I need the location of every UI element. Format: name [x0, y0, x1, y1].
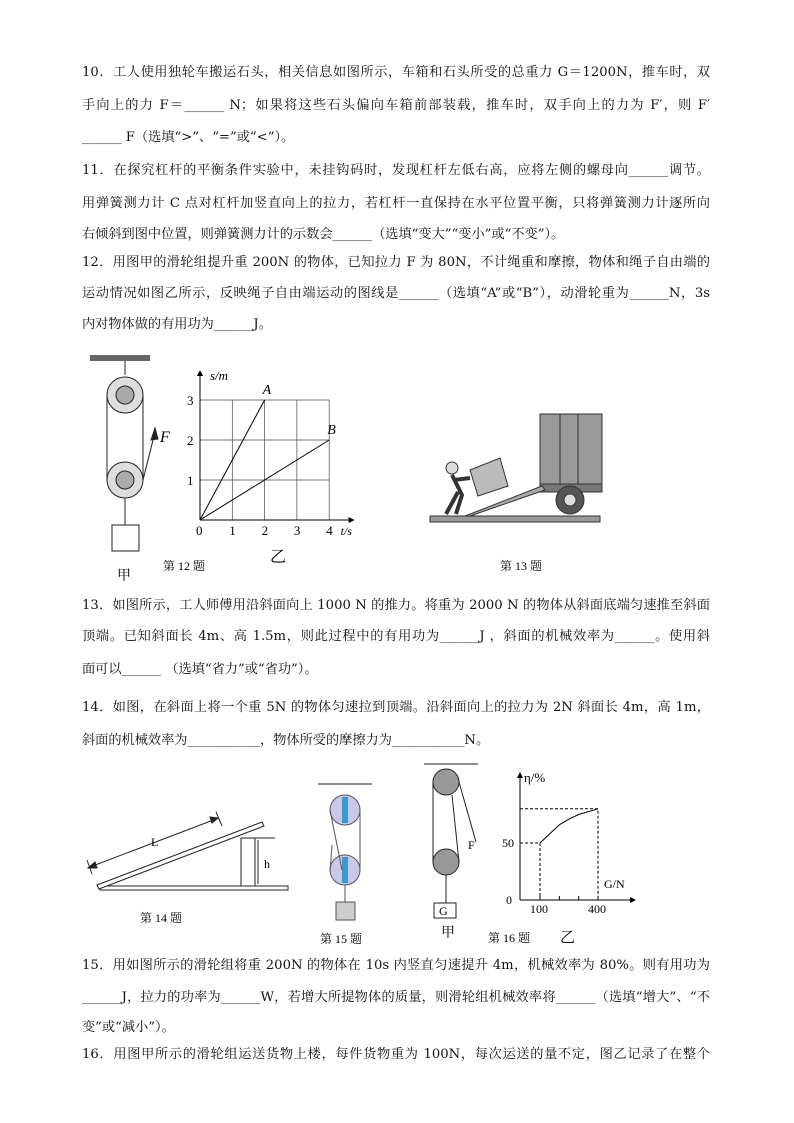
x-axis-label: G/N	[604, 877, 625, 891]
fig16-caption: 第 16 题	[488, 931, 531, 945]
ceiling-hatch	[90, 355, 150, 361]
q11-line-1: 11．在探究杠杆的平衡条件实验中，未挂钩码时，发现杠杆左低右高，应将左侧的螺母向______调节。	[82, 163, 710, 178]
fig16-jia-label: 甲	[441, 926, 455, 941]
fig12-jia-label: 甲	[117, 569, 131, 584]
fig12-yi-label: 乙	[270, 549, 287, 566]
weight-block	[336, 902, 355, 920]
dashed-guide	[520, 843, 540, 900]
q10-line-3: ______ F（选填“>”、“=”或“<”）。	[82, 130, 295, 145]
q16-line-1: 16．用图甲所示的滑轮组运送货物上楼，每件货物重为 100N，每次运送的量不定，图乙记录了在整个	[82, 1047, 710, 1062]
q15-line-1: 15．用如图所示的滑轮组将重 200N 的物体在 10s 内竖直匀速提升 4m，机械效率为 80%。则有用功为	[82, 958, 710, 973]
q10-line-2: 手向上的力 F＝______ N；如果将这些石头偏向车箱前部装载，推车时，双手向上的力为 F′，则 F′	[82, 98, 710, 113]
fig16-yi-label: 乙	[560, 930, 576, 946]
x-tick-label: 0	[196, 523, 203, 538]
x-tick-label: 1	[229, 523, 236, 538]
ground	[430, 516, 600, 522]
y-tick-label: 50	[502, 836, 514, 850]
q13-line-1: 13．如图所示，工人师傅用沿斜面向上 1000 N 的推力。将重为 2000 N 的物体从斜面底端匀速推至斜面	[82, 598, 710, 613]
fig16-efficiency-chart	[502, 770, 636, 916]
x-axis-label: t/s	[340, 524, 352, 538]
worker	[446, 462, 458, 474]
height-label: h	[264, 857, 270, 871]
fig16-weight-label: G	[439, 904, 448, 918]
y-axis-label: s/m	[210, 368, 229, 383]
fig15-pulley-system	[318, 784, 372, 920]
force-label: F	[160, 429, 170, 446]
series-label-B: B	[327, 423, 336, 438]
length-label: L	[151, 835, 159, 849]
y-tick-label: 1	[187, 473, 194, 488]
fig13-caption: 第 13 题	[500, 559, 543, 573]
x-axis-arrow	[630, 897, 636, 903]
dashed-guide	[520, 809, 598, 900]
q12-line-3: 内对物体做的有用功为______J。	[82, 317, 272, 332]
q15-line-2: ______J，拉力的功率为______W，若增大所提物体的质量，则滑轮组机械效率将______（选填“增大”、“不	[82, 990, 710, 1005]
q10-line-1: 10．工人使用独轮车搬运石头，相关信息如图所示，车箱和石头所受的总重力 G＝1200N，推车时，双	[82, 65, 710, 80]
y-tick-label: 3	[187, 393, 194, 408]
fig14-caption: 第 14 题	[140, 911, 183, 925]
fig16-force-label: F	[468, 838, 475, 852]
q15-line-3: 变”或“减小”）。	[82, 1020, 175, 1035]
q12-line-1: 12．用图甲的滑轮组提升重 200N 的物体，已知拉力 F 为 80N，不计绳重和摩擦，物体和绳子自由端的	[82, 255, 710, 270]
truck-box	[540, 414, 602, 488]
x-tick-label: 4	[326, 523, 333, 538]
efficiency-curve	[540, 809, 598, 843]
q14-line-2: 斜面的机械效率为___________，物体所受的摩擦力为___________N。	[82, 733, 490, 748]
y-tick-label: 2	[187, 433, 194, 448]
fig13-truck-ramp	[430, 414, 602, 522]
fixed-pulley	[433, 769, 459, 795]
x-tick-label: 400	[588, 902, 606, 916]
q12-line-2: 运动情况如图乙所示，反映绳子自由端运动的图线是______（选填“A”或“B”），动滑轮重为______N，3s	[82, 286, 710, 301]
weight-block	[112, 525, 139, 551]
x-axis-arrow	[349, 517, 355, 523]
x-tick-label: 3	[293, 523, 301, 538]
x-tick-label: 2	[261, 523, 269, 538]
q11-line-3: 右倾斜到图中位置，则弹簧测力计的示数会______（选填“变大”“变小”或“不变”）。	[82, 227, 565, 242]
fig12-caption: 第 12 题	[163, 559, 206, 573]
fig14-incline	[87, 812, 288, 890]
y-axis-arrow	[517, 772, 523, 778]
y-tick-label: 0	[506, 893, 512, 907]
cargo-box	[470, 458, 508, 496]
q14-line-1: 14．如图，在斜面上将一个重 5N 的物体匀速拉到顶端。沿斜面向上的拉力为 2N 斜面长 4m，高 1m，	[82, 700, 710, 715]
y-axis-label: η/%	[524, 770, 546, 785]
movable-pulley	[433, 849, 459, 875]
q11-line-2: 用弹簧测力计 C 点对杠杆加竖直向上的拉力，若杠杆一直保持在水平位置平衡，只将弹簧测力计逐所向	[82, 196, 710, 211]
series-label-A: A	[262, 383, 272, 398]
fig12-st-chart	[187, 368, 355, 538]
y-axis-arrow	[197, 370, 203, 376]
fig12-pulley-diagram	[90, 355, 158, 551]
q13-line-2: 顶端。已知斜面长 4m、高 1.5m，则此过程中的有用功为______J ，斜面的机械效率为______。使用斜	[82, 629, 710, 644]
x-tick-label: 100	[530, 902, 548, 916]
fig15-caption: 第 15 题	[320, 932, 363, 946]
q13-line-3: 面可以______ （选填“省力”或“省功”）。	[82, 662, 318, 677]
